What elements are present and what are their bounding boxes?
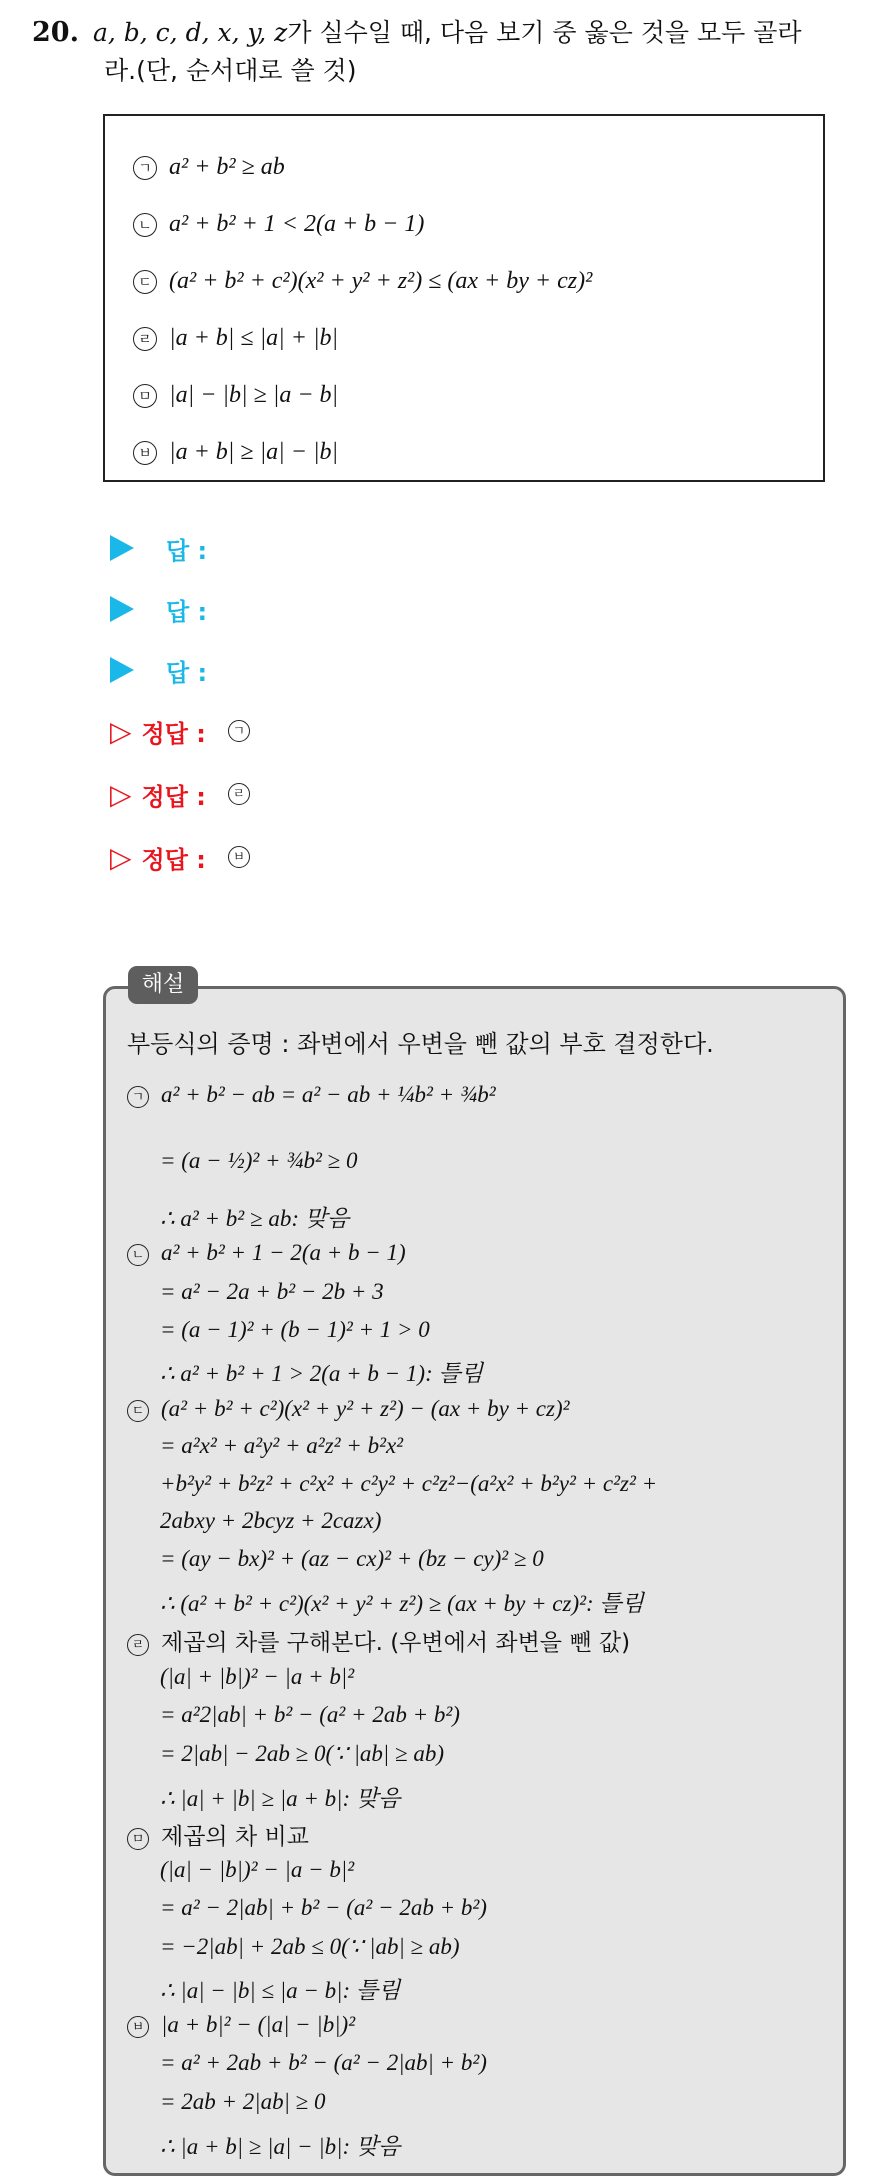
explanation-text: 2abxy + 2bcyz + 2cazx): [160, 1508, 382, 1533]
correct-answer-label: 정답 :: [141, 719, 206, 748]
explanation-text: = a²x² + a²y² + a²z² + b²x²: [160, 1433, 404, 1458]
explanation-line: [160, 1433, 403, 1459]
explanation-line: [160, 1664, 354, 1690]
choice-item: [133, 211, 424, 238]
correct-answer-row: [110, 713, 250, 749]
explanation-line: [127, 2012, 355, 2038]
correct-answer-row: [110, 776, 250, 812]
explanation-line: [160, 1279, 384, 1305]
explanation-text: ∴ (a² + b² + c²)(x² + y² + z²) ≥ (ax + by + cz)²: 틀림: [160, 1591, 644, 1616]
choice-expression: a² + b² + 1 < 2(a + b − 1): [169, 211, 425, 237]
correct-answer-row: [110, 839, 250, 875]
explanation-text: a² + b² + 1 − 2(a + b − 1): [161, 1240, 406, 1265]
explanation-text: = (a − 1)² + (b − 1)² + 1 > 0: [160, 1317, 430, 1342]
explanation-line: [160, 1895, 487, 1921]
explanation-line: [160, 1508, 381, 1534]
explanation-text: = −2|ab| + 2ab ≤ 0(∵ |ab| ≥ ab): [160, 1934, 460, 1959]
answer-blank-row[interactable]: [110, 591, 207, 627]
explanation-line: [160, 1200, 349, 1233]
explanation-line: [160, 1934, 460, 1960]
explanation-text: = a² + 2ab + b² − (a² − 2|ab| + b²): [160, 2050, 487, 2075]
answer-label: 답 :: [166, 536, 208, 565]
answer-blank-row[interactable]: [110, 530, 207, 566]
explanation-text: = a² − 2|ab| + b² − (a² − 2ab + b²): [160, 1895, 487, 1920]
explanation-text: 제곱의 차를 구해본다. (우변에서 좌변을 뺀 값): [161, 1630, 631, 1656]
explanation-line: [160, 1702, 460, 1728]
question: [32, 14, 862, 90]
explanation-line: [160, 1741, 444, 1767]
explanation-mark: ㄴ: [127, 1244, 149, 1266]
explanation-text: (a² + b² + c²)(x² + y² + z²) − (ax + by + cz)²: [161, 1396, 570, 1421]
explanation-text: = (a − ½)² + ¾b² ≥ 0: [160, 1148, 358, 1173]
correct-answer-label: 정답 :: [141, 782, 206, 811]
question-line-1: [32, 14, 862, 52]
explanation-text: +b²y² + b²z² + c²x² + c²y² + c²z²−(a²x² + b²y² + c²z² +: [160, 1471, 658, 1496]
explanation-line: [127, 1082, 496, 1108]
choice-expression: a² + b² ≥ ab: [169, 154, 285, 180]
correct-answer-value: ㅂ: [228, 846, 250, 868]
explanation-text: ∴ |a| + |b| ≥ |a + b|: 맞음: [160, 1786, 401, 1811]
explanation-line: [127, 1624, 630, 1657]
explanation-intro: 부등식의 증명 : 좌변에서 우변을 뺀 값의 부호 결정한다.: [127, 1030, 714, 1058]
explanation-mark: ㅁ: [127, 1828, 149, 1850]
explanation-text: |a + b|² − (|a| − |b|)²: [161, 2012, 356, 2037]
choice-mark: ㄹ: [133, 327, 157, 351]
explanation-line: [160, 1317, 430, 1343]
answer-blank-row[interactable]: [110, 652, 207, 688]
answer-label: 답 :: [166, 597, 208, 626]
play-triangle-icon: [110, 657, 134, 683]
choices-box: [103, 114, 825, 482]
choice-mark: ㅁ: [133, 384, 157, 408]
explanation-text: = (ay − bx)² + (az − cx)² + (bz − cy)² ≥ 0: [160, 1546, 544, 1571]
correct-answer-label: 정답 :: [141, 845, 206, 874]
correct-answer-value: ㄹ: [228, 783, 250, 805]
choice-item: [133, 268, 592, 295]
choice-item: [133, 325, 338, 352]
choice-item: [133, 382, 338, 409]
play-triangle-icon: [110, 535, 134, 561]
explanation-line: [160, 1355, 483, 1388]
explanation-line: [127, 1818, 309, 1851]
outline-triangle-icon: ▷: [110, 714, 132, 748]
explanation-line: [127, 1396, 570, 1422]
question-number: 20.: [32, 17, 79, 48]
answer-label: 답 :: [166, 658, 208, 687]
explanation-text: = 2ab + 2|ab| ≥ 0: [160, 2089, 326, 2114]
explanation-mark: ㄹ: [127, 1634, 149, 1656]
outline-triangle-icon: ▷: [110, 777, 132, 811]
correct-answer-value: ㄱ: [228, 720, 250, 742]
choice-expression: |a + b| ≥ |a| − |b|: [169, 439, 339, 465]
explanation-text: = a²2|ab| + b² − (a² + 2ab + b²): [160, 1702, 460, 1727]
choice-item: [133, 154, 285, 181]
explanation-text: = 2|ab| − 2ab ≥ 0(∵ |ab| ≥ ab): [160, 1741, 445, 1766]
explanation-line: [160, 2128, 400, 2161]
choice-expression: |a + b| ≤ |a| + |b|: [169, 325, 339, 351]
choice-expression: |a| − |b| ≥ |a − b|: [169, 382, 339, 408]
explanation-line: [160, 1148, 358, 1174]
explanation-text: ∴ |a| − |b| ≤ |a − b|: 틀림: [160, 1978, 401, 2003]
explanation-mark: ㄱ: [127, 1086, 149, 1108]
explanation-text: (|a| + |b|)² − |a + b|²: [160, 1664, 355, 1689]
explanation-line: [160, 2089, 326, 2115]
explanation-text: (|a| − |b|)² − |a − b|²: [160, 1857, 355, 1882]
play-triangle-icon: [110, 596, 134, 622]
explanation-text: 제곱의 차 비교: [161, 1824, 309, 1850]
explanation-text: a² + b² − ab = a² − ab + ¼b² + ¾b²: [161, 1082, 496, 1107]
explanation-line: [160, 1585, 644, 1618]
explanation-text: ∴ |a + b| ≥ |a| − |b|: 맞음: [160, 2134, 401, 2159]
question-line-2: 라.(단, 순서대로 쓸 것): [104, 56, 357, 85]
choice-item: [133, 439, 338, 466]
choice-mark: ㅂ: [133, 441, 157, 465]
question-text-1: 가 실수일 때, 다음 보기 중 옳은 것을 모두 골라: [287, 18, 802, 47]
explanation-line: [160, 1857, 354, 1883]
choice-mark: ㄱ: [133, 156, 157, 180]
explanation-line: [127, 1240, 406, 1266]
explanation-line: [160, 1546, 544, 1572]
explanation-text: ∴ a² + b² ≥ ab: 맞음: [160, 1206, 350, 1231]
outline-triangle-icon: ▷: [110, 840, 132, 874]
explanation-mark: ㅂ: [127, 2016, 149, 2038]
question-variables: a, b, c, d, x, y, z: [92, 18, 288, 47]
explanation-line: [160, 1471, 657, 1497]
choice-mark: ㄷ: [133, 270, 157, 294]
explanation-mark: ㄷ: [127, 1400, 149, 1422]
choice-expression: (a² + b² + c²)(x² + y² + z²) ≤ (ax + by + cz)²: [169, 268, 593, 294]
choice-mark: ㄴ: [133, 213, 157, 237]
explanation-text: ∴ a² + b² + 1 > 2(a + b − 1): 틀림: [160, 1361, 483, 1386]
explanation-tag: 해설: [128, 966, 198, 1004]
explanation-line: [160, 1972, 400, 2005]
explanation-line: [160, 1780, 400, 1813]
explanation-line: [160, 2050, 487, 2076]
explanation-text: = a² − 2a + b² − 2b + 3: [160, 1279, 384, 1304]
